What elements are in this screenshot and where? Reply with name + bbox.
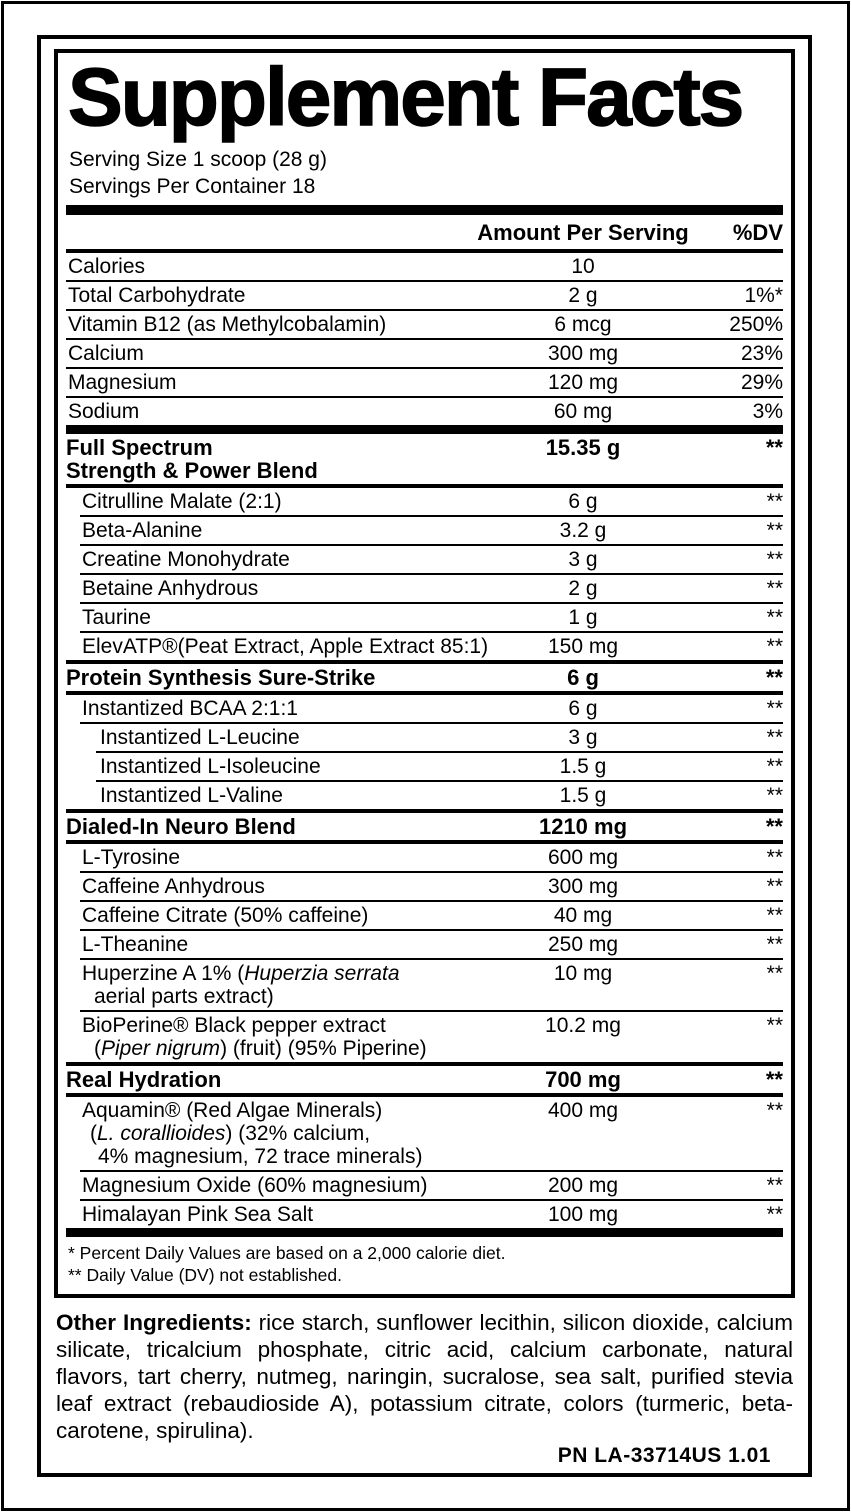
amount-value: 300 mg — [547, 341, 619, 365]
ingredient-name: Vitamin B12 (as Methylcobalamin) — [68, 312, 387, 336]
amount-value: 150 mg — [547, 634, 619, 658]
ingredient-name: Caffeine Anhydrous — [82, 874, 265, 898]
other-ingredients-label: Other Ingredients: — [56, 1309, 252, 1335]
ingredient-name: Dialed-In Neuro Blend — [66, 813, 296, 839]
dv-value: ** — [766, 1202, 783, 1226]
amount-value: 6 mcg — [554, 312, 612, 336]
ingredient-name: Himalayan Pink Sea Salt — [82, 1202, 314, 1226]
dv-value: 23% — [740, 341, 783, 365]
facts-row — [66, 517, 783, 544]
amount-value: 600 mg — [547, 845, 619, 869]
ingredient-name: Taurine — [82, 605, 151, 629]
heavy-divider — [66, 205, 783, 215]
amount-per-serving-header: Amount Per Serving — [477, 219, 689, 245]
other-ingredients — [54, 1309, 795, 1444]
amount-value: 300 mg — [547, 874, 619, 898]
footnote-dv-not-established: ** Daily Value (DV) not established. — [68, 1264, 342, 1285]
amount-value: 1.5 g — [559, 783, 607, 807]
amount-value: 2 g — [568, 576, 598, 600]
ingredient-name: Full Spectrum Strength & Power Blend — [66, 434, 318, 483]
facts-row — [66, 398, 783, 425]
ingredient-name: Instantized L-Valine — [100, 783, 283, 807]
facts-row — [66, 813, 783, 840]
dv-value: 1%* — [744, 283, 783, 307]
facts-row — [66, 434, 783, 484]
amount-value: 1210 mg — [538, 813, 628, 839]
amount-value: 10.2 mg — [545, 1013, 621, 1037]
amount-value: 6 g — [568, 696, 598, 720]
dv-value: ** — [766, 725, 783, 749]
dv-value: ** — [766, 783, 783, 807]
facts-row — [66, 253, 783, 280]
facts-row — [66, 664, 783, 691]
dv-value: ** — [766, 547, 783, 571]
dv-value: ** — [766, 576, 783, 600]
dv-value: ** — [766, 845, 783, 869]
amount-value: 2 g — [568, 283, 598, 307]
amount-value: 40 mg — [553, 903, 613, 927]
ingredient-name: Instantized L-Isoleucine — [100, 754, 321, 778]
ingredient-name: Beta-Alanine — [82, 518, 203, 542]
amount-value: 6 g — [567, 664, 599, 690]
footnote-daily-values: * Percent Daily Values are based on a 2,000 calorie diet. — [68, 1242, 506, 1263]
other-ingredients-text: rice starch, sunflower lecithin, silicon dioxide, calcium silicate, tricalcium phosphate, citric acid, calcium carbonate, natural flavors, tart cherry, nutmeg, naringin, sucralose, sea salt, purified stevia leaf extract (rebaudioside A), potassium citrate, colors (turmeric, beta-carotene, spirulina). — [56, 1309, 793, 1443]
amount-value: 1 g — [568, 605, 598, 629]
amount-value: 120 mg — [547, 370, 619, 394]
dv-value: ** — [766, 518, 783, 542]
dv-value: ** — [765, 813, 783, 839]
ingredient-name: Huperzine A 1% (Huperzia serrata aerial parts extract) — [82, 961, 400, 1008]
dv-value: ** — [766, 605, 783, 629]
facts-row — [66, 844, 783, 871]
facts-row — [66, 1201, 783, 1228]
ingredient-name: Aquamin® (Red Algae Minerals) (L. corallioides) (32% calcium, 4% magnesium, 72 trace minerals) — [82, 1098, 423, 1168]
ingredient-name: Protein Synthesis Sure-Strike — [66, 664, 376, 690]
amount-value: 15.35 g — [545, 434, 621, 460]
facts-row — [66, 633, 783, 660]
facts-row — [66, 931, 783, 958]
amount-value: 3 g — [568, 725, 598, 749]
dv-value: ** — [765, 1066, 783, 1092]
ingredient-name: Magnesium Oxide (60% magnesium) — [82, 1173, 428, 1197]
amount-value: 60 mg — [553, 399, 613, 423]
dv-value: ** — [766, 903, 783, 927]
facts-row — [66, 282, 783, 309]
amount-value: 10 — [571, 254, 595, 278]
ingredient-name: Instantized BCAA 2:1:1 — [82, 696, 298, 720]
facts-row — [66, 575, 783, 602]
facts-row — [66, 604, 783, 631]
ingredient-name: Instantized L-Leucine — [100, 725, 300, 749]
amount-value: 10 mg — [553, 961, 613, 985]
amount-value: 1.5 g — [559, 754, 607, 778]
facts-row — [66, 753, 783, 780]
facts-row — [66, 960, 783, 1010]
dv-value: ** — [766, 1098, 783, 1122]
dv-value: 3% — [752, 399, 783, 423]
facts-row — [66, 782, 783, 809]
ingredient-name: Caffeine Citrate (50% caffeine) — [82, 903, 369, 927]
ingredient-name: Real Hydration — [66, 1066, 222, 1092]
dv-value: ** — [766, 1173, 783, 1197]
facts-row — [66, 695, 783, 722]
facts-row — [66, 873, 783, 900]
amount-value: 400 mg — [547, 1098, 619, 1122]
amount-value: 250 mg — [547, 932, 619, 956]
facts-row — [66, 1012, 783, 1062]
dv-value: ** — [765, 434, 783, 460]
facts-rows — [66, 253, 783, 1237]
ingredient-name: Citrulline Malate (2:1) — [82, 489, 282, 513]
ingredient-name: Calories — [68, 254, 146, 278]
separator-rule — [66, 425, 783, 434]
dv-value: ** — [766, 634, 783, 658]
amount-value: 200 mg — [547, 1173, 619, 1197]
serving-size: Serving Size 1 scoop (28 g) — [69, 147, 327, 171]
dv-value: 250% — [729, 312, 783, 336]
dv-value: ** — [765, 664, 783, 690]
ingredient-name: Sodium — [68, 399, 140, 423]
dv-value: ** — [766, 932, 783, 956]
facts-row — [66, 1097, 783, 1170]
ingredient-name: ElevATP®(Peat Extract, Apple Extract 85:1) — [82, 634, 489, 658]
ingredient-name: Calcium — [68, 341, 144, 365]
facts-row — [66, 311, 783, 338]
dv-value: ** — [766, 1013, 783, 1037]
amount-value: 700 mg — [545, 1066, 621, 1092]
ingredient-name: Betaine Anhydrous — [82, 576, 259, 600]
dv-value: ** — [766, 696, 783, 720]
dv-value: 29% — [740, 370, 783, 394]
ingredient-name: Total Carbohydrate — [68, 283, 246, 307]
ingredient-name: L-Theanine — [82, 932, 189, 956]
dv-value: ** — [766, 874, 783, 898]
panel-title: Supplement Facts — [68, 52, 743, 143]
servings-per-container: Servings Per Container 18 — [69, 174, 316, 198]
facts-row — [66, 340, 783, 367]
facts-row — [66, 1066, 783, 1093]
ingredient-name: Magnesium — [68, 370, 177, 394]
ingredient-name: BioPerine® Black pepper extract (Piper nigrum) (fruit) (95% Piperine) — [82, 1013, 427, 1060]
dv-value: ** — [766, 961, 783, 985]
facts-row — [66, 902, 783, 929]
facts-row — [66, 1172, 783, 1199]
dv-value: ** — [766, 489, 783, 513]
separator-rule — [66, 1228, 783, 1237]
part-number: PN LA-33714US 1.01 — [557, 1443, 771, 1467]
footnotes — [66, 1237, 783, 1288]
amount-value: 100 mg — [547, 1202, 619, 1226]
dv-value: ** — [766, 754, 783, 778]
amount-value: 3 g — [568, 547, 598, 571]
supplement-facts-panel — [54, 49, 795, 1298]
facts-row — [66, 369, 783, 396]
facts-row — [66, 724, 783, 751]
column-header-row — [66, 215, 783, 249]
facts-row — [66, 546, 783, 573]
dv-header: %DV — [732, 219, 783, 245]
ingredient-name: L-Tyrosine — [82, 845, 181, 869]
amount-value: 6 g — [568, 489, 598, 513]
facts-row — [66, 488, 783, 515]
ingredient-name: Creatine Monohydrate — [82, 547, 290, 571]
label-border-box — [37, 35, 812, 1477]
amount-value: 3.2 g — [559, 518, 607, 542]
